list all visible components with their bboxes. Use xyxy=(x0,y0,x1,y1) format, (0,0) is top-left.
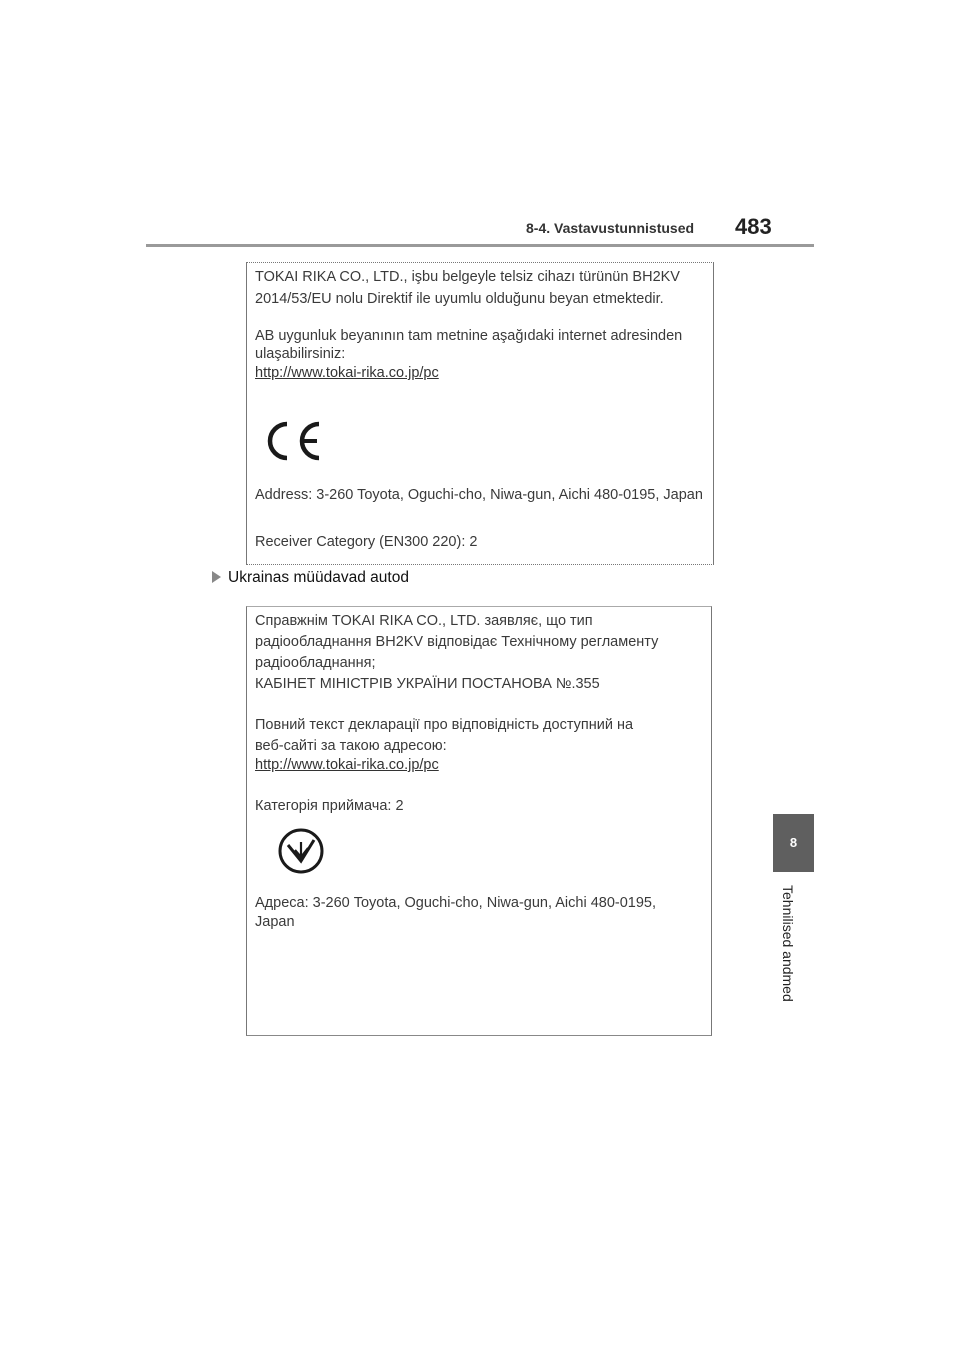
ukraine-address-line-2: Japan xyxy=(255,914,295,930)
triangle-bullet-icon xyxy=(212,571,221,583)
page-number: 483 xyxy=(735,214,772,239)
section-title: 8-4. Vastavustunnistused xyxy=(526,220,695,236)
ukraine-receiver-category: Категорія приймача: 2 xyxy=(255,798,404,814)
ukraine-address-line-1: Адреса: 3-260 Toyota, Oguchi-cho, Niwa-gun, Aichi 480-0195, xyxy=(255,895,657,911)
ce-mark-icon xyxy=(261,418,323,464)
ukraine-line-1: Справжнім TOKAI RIKA CO., LTD. заявляє, що тип xyxy=(255,613,593,629)
header-rule xyxy=(146,244,814,247)
chapter-label-text: Tehnilised andmed xyxy=(780,885,796,1002)
ukrainian-conformity-mark-icon xyxy=(277,827,325,875)
ukraine-line-4: КАБІНЕТ МІНІСТРІВ УКРАЇНИ ПОСТАНОВА №.355 xyxy=(255,676,600,692)
page-header xyxy=(146,208,814,248)
turkey-line-2: 2014/53/EU nolu Direktif ile uyumlu olduğunu beyan etmektedir. xyxy=(255,291,664,307)
turkey-receiver-category: Receiver Category (EN300 220): 2 xyxy=(255,534,478,550)
turkey-line-1: TOKAI RIKA CO., LTD., işbu belgeyle telsiz cihazı türünün BH2KV xyxy=(255,269,680,285)
turkey-line-4: ulaşabilirsiniz: xyxy=(255,346,346,362)
ukraine-line-3: радіообладнання; xyxy=(255,655,376,671)
ukraine-heading-text: Ukrainas müüdavad autod xyxy=(228,569,409,586)
turkey-declaration-box xyxy=(246,262,714,565)
ukraine-declaration-box xyxy=(246,606,712,1036)
turkey-declaration-link[interactable]: http://www.tokai-rika.co.jp/pc xyxy=(255,365,439,381)
ukraine-section-heading xyxy=(212,569,409,587)
ukraine-line-6: веб-сайті за такою адресою: xyxy=(255,738,447,754)
ukraine-line-5: Повний текст декларації про відповідність доступний на xyxy=(255,717,634,733)
ukraine-line-2: радіообладнання BH2KV відповідає Технічному регламенту xyxy=(255,634,659,650)
turkey-address: Address: 3-260 Toyota, Oguchi-cho, Niwa-gun, Aichi 480-0195, Japan xyxy=(255,487,703,503)
ukraine-declaration-link[interactable]: http://www.tokai-rika.co.jp/pc xyxy=(255,757,439,773)
chapter-tab[interactable]: 8 xyxy=(773,814,814,872)
turkey-line-3: AB uygunluk beyanının tam metnine aşağıdaki internet adresinden xyxy=(255,328,683,344)
chapter-side-label xyxy=(779,885,809,1025)
